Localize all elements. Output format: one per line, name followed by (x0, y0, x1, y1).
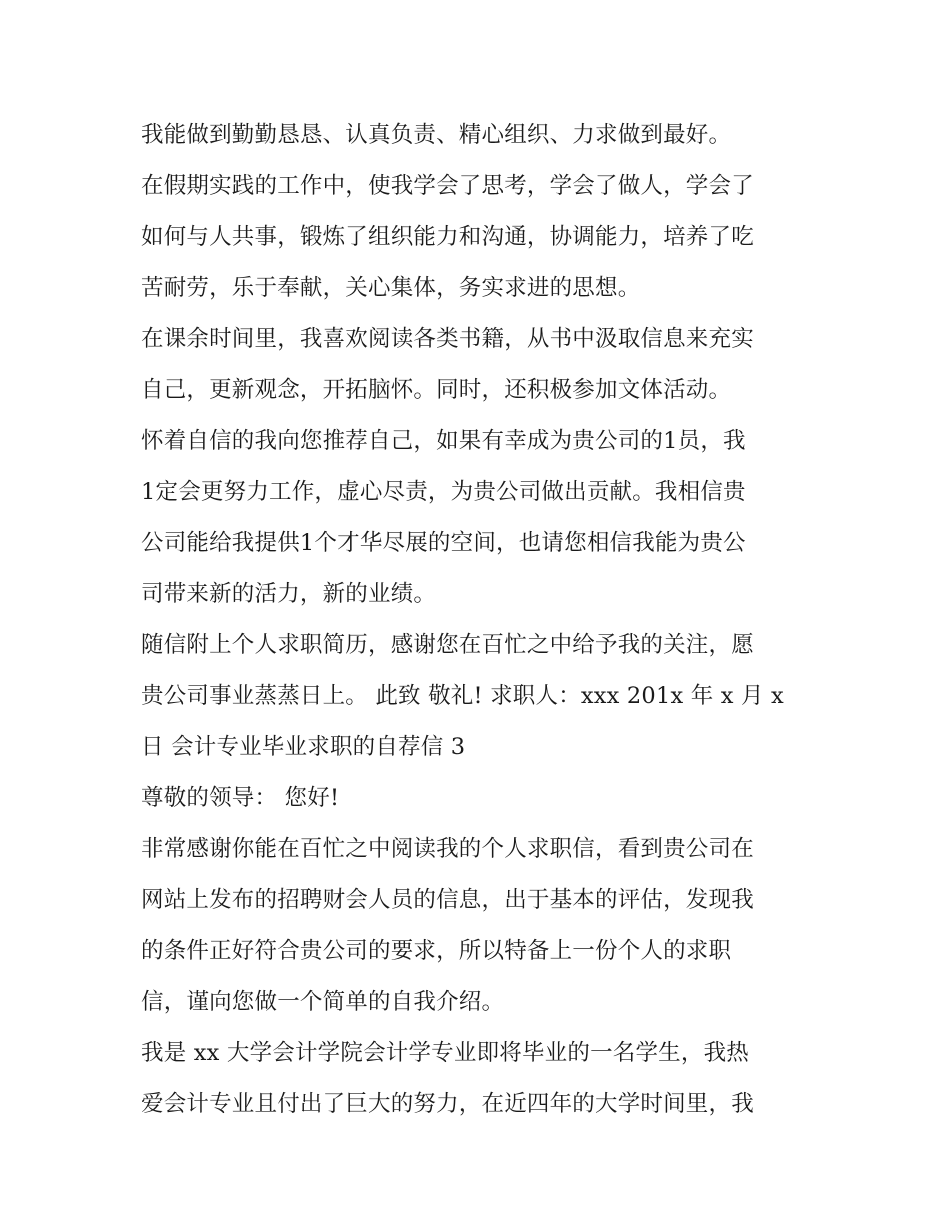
text-line: 苦耐劳，乐于奉献，关心集体，务实求进的思想。 (141, 275, 641, 301)
text-line: 爱会计专业且付出了巨大的努力，在近四年的大学时间里，我 (141, 1091, 754, 1117)
text-line: 在假期实践的工作中，使我学会了思考，学会了做人，学会了 (141, 173, 754, 199)
text-line: 我是 xx 大学会计学院会计学专业即将毕业的一名学生，我热 (141, 1040, 749, 1066)
text-line: 贵公司事业蒸蒸日上。 此致 敬礼! 求职人：xxx 201x 年 x 月 x (141, 683, 784, 709)
salutation-line: 尊敬的领导： 您好! (141, 785, 340, 811)
text-line: 公司能给我提供1个才华尽展的空间，也请您相信我能为贵公 (141, 530, 746, 556)
text-line: 如何与人共事，锻炼了组织能力和沟通，协调能力，培养了吃 (141, 224, 754, 250)
text-line: 日 会计专业毕业求职的自荐信 3 (141, 734, 466, 760)
text-line: 信，谨向您做一个简单的自我介绍。 (141, 989, 505, 1015)
text-line: 非常感谢你能在百忙之中阅读我的个人求职信，看到贵公司在 (141, 836, 754, 862)
document-body (141, 110, 821, 1130)
text-line: 网站上发布的招聘财会人员的信息，出于基本的评估，发现我 (141, 887, 754, 913)
text-line: 我能做到勤勤恳恳、认真负责、精心组织、力求做到最好。 (141, 122, 732, 148)
text-line: 自己，更新观念，开拓脑怀。同时，还积极参加文体活动。 (141, 377, 732, 403)
text-line: 怀着自信的我向您推荐自己，如果有幸成为贵公司的1员，我 (141, 428, 746, 454)
text-line: 司带来新的活力，新的业绩。 (141, 581, 437, 607)
text-line: 随信附上个人求职简历，感谢您在百忙之中给予我的关注，愿 (141, 632, 754, 658)
text-line: 1定会更努力工作，虚心尽责，为贵公司做出贡献。我相信贵 (141, 479, 746, 505)
text-line: 在课余时间里，我喜欢阅读各类书籍，从书中汲取信息来充实 (141, 326, 754, 352)
text-line: 的条件正好符合贵公司的要求，所以特备上一份个人的求职 (141, 938, 732, 964)
